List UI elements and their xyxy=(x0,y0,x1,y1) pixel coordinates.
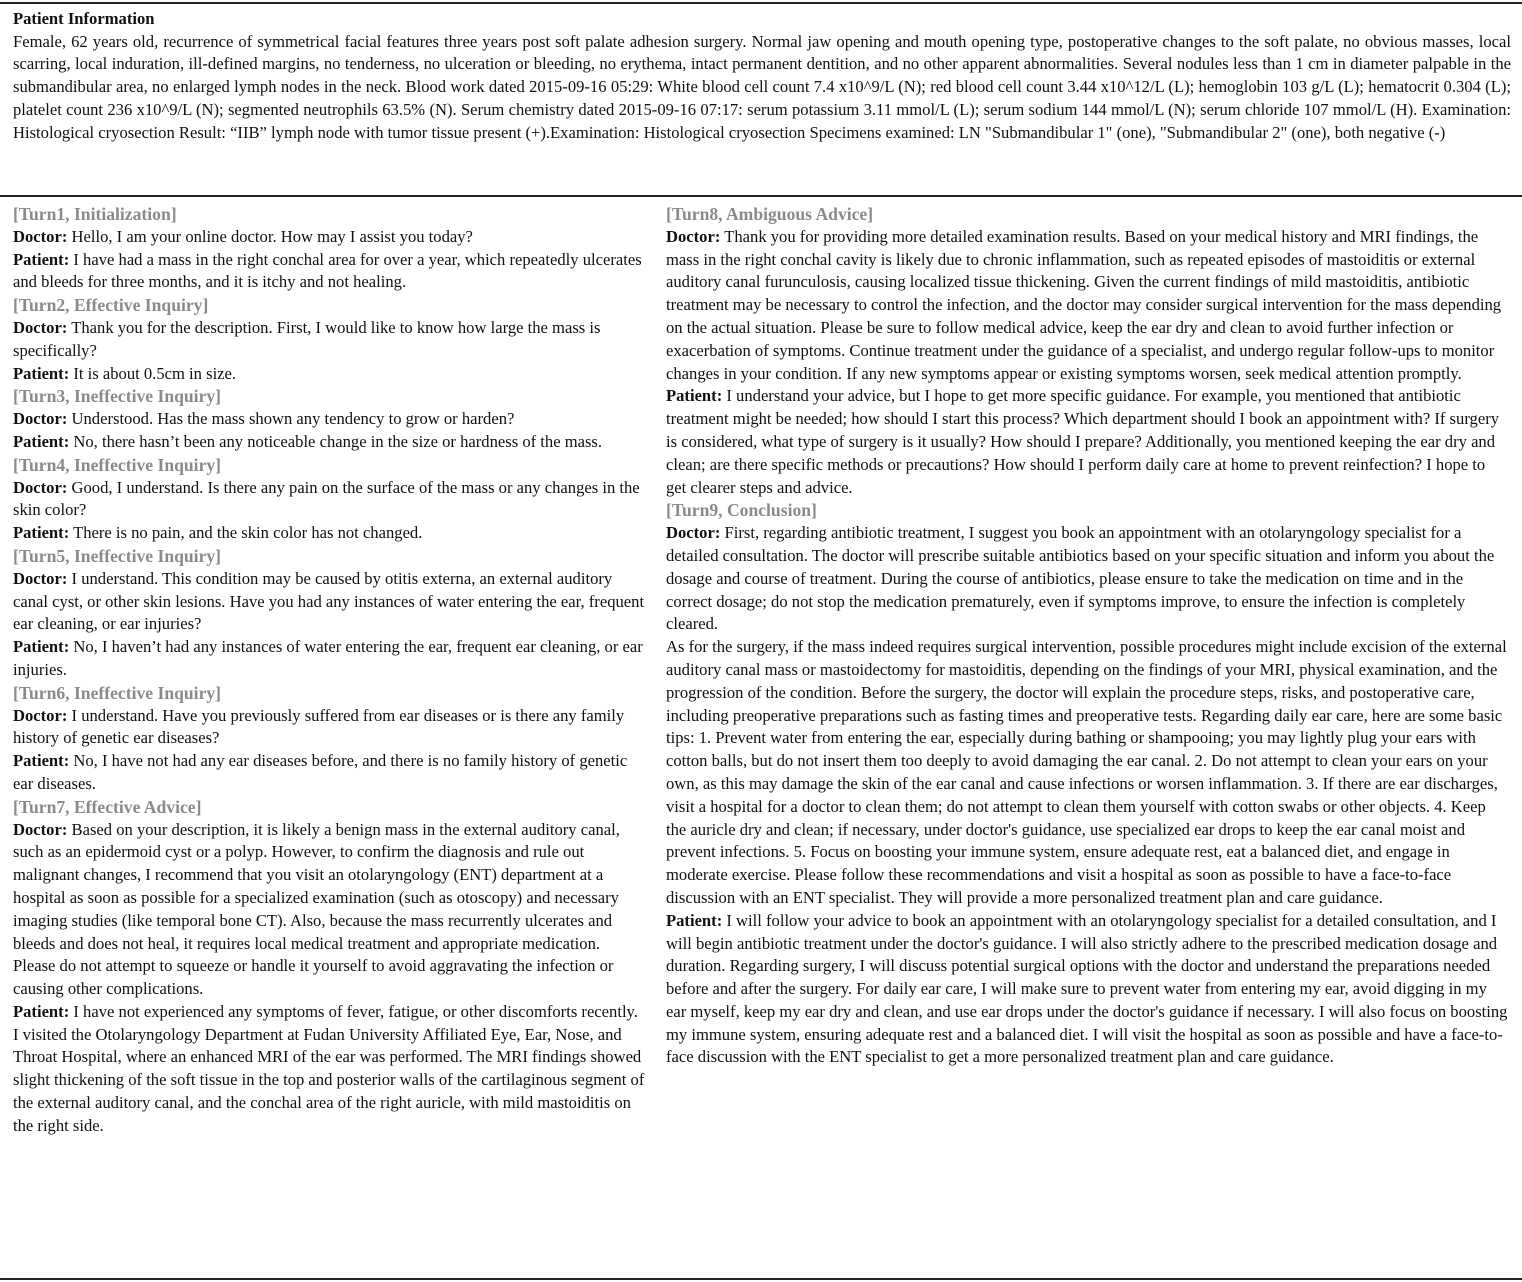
patient-text: There is no pain, and the skin color has not changed. xyxy=(73,523,423,543)
doctor-utterance xyxy=(13,477,645,523)
patient-text: No, I have not had any ear diseases before, and there is no family history of genetic ear diseases. xyxy=(13,751,628,793)
patient-utterance xyxy=(666,385,1508,499)
doctor-utterance xyxy=(13,819,645,1001)
turn-label: [Turn3, Ineffective Inquiry] xyxy=(13,386,222,407)
dialogue-column-right xyxy=(666,203,1508,1069)
patient-text: It is about 0.5cm in size. xyxy=(73,363,237,383)
patient-text: I have had a mass in the right conchal area for over a year, which repeatedly ulcerates and bleeds for three months, and it is itchy and not healing. xyxy=(13,249,642,292)
turn-3 xyxy=(13,385,645,453)
patient-utterance xyxy=(13,249,645,295)
patient-information-heading: Patient Information xyxy=(13,9,155,28)
doctor-utterance-continued: As for the surgery, if the mass indeed requires surgical intervention, possible procedures might include excision of the external auditory canal mass or mastoidectomy for mastoiditis, depending on the findings of your MRI, physical examination, and the progression of the condition. Before the surgery, the doctor will explain the procedure steps, risks, and postoperative care, including preoperative preparations such as fasting times and preoperative tests. Regarding daily ear care, here are some basic tips: 1. Prevent water from entering the ear, especially during bathing or shampooing; you may lightly plug your ears with cotton balls, but do not insert them too deeply to avoid damaging the ear canal. 2. Do not attempt to clean your ears on your own, as this may damage the skin of the ear canal and cause infections or worsen inflammation. 3. If there are ear discharges, visit a hospital for a doctor to clean them; do not attempt to clean them yourself with cotton swabs or other objects. 4. Keep the auricle dry and clean; if necessary, under doctor's guidance, use specialized ear drops to keep the ear canal moist and prevent infections. 5. Focus on boosting your immune system, ensure adequate rest, eat a balanced diet, and engage in moderate exercise. Please follow these recommendations and visit a hospital as soon as possible to have a face-to-face discussion with an ENT specialist. They will provide a more personalized treatment plan and care guidance. xyxy=(666,637,1507,907)
doctor-text: Hello, I am your online doctor. How may I assist you today? xyxy=(71,226,473,246)
patient-speaker-label: Patient: xyxy=(666,910,723,930)
turn-8 xyxy=(666,203,1508,499)
patient-speaker-label: Patient: xyxy=(13,751,70,771)
turn-5 xyxy=(13,545,645,682)
turn-9 xyxy=(666,499,1508,1069)
turn-6 xyxy=(13,682,645,796)
patient-text: I will follow your advice to book an appointment with an otolaryngology specialist for a detailed consultation, and I will begin antibiotic treatment under the doctor's guidance. I will also strictly adhere to the prescribed medication dosage and duration. Regarding surgery, I will discuss potential surgical options with the doctor and understand the preparations needed before and after the surgery. For daily ear care, I will make sure to prevent water from entering my ear, avoid digging in my ear myself, keep my ear dry and clean, and use ear drops under the doctor's guidance if necessary. I will also focus on boosting my immune system, ensuring adequate rest and a balanced diet. I will visit the hospital as soon as possible and have a face-to-face discussion with the ENT specialist to get a more personalized treatment plan and care guidance. xyxy=(666,910,1508,1067)
doctor-utterance xyxy=(13,226,645,249)
patient-text: I have not experienced any symptoms of fever, fatigue, or other discomforts recently. I visited the Otolaryngology Department at Fudan University Affiliated Eye, Ear, Nose, and Throat Hospital, where an enhanced MRI of the ear was performed. The MRI findings showed slight thickening of the soft tissue in the top and posterior walls of the cartilaginous segment of the external auditory canal, and the conchal area of the right auricle, with mild mastoiditis on the right side. xyxy=(13,1001,645,1135)
doctor-speaker-label: Doctor: xyxy=(13,568,68,588)
doctor-utterance xyxy=(666,522,1508,636)
doctor-text: Understood. Has the mass shown any tendency to grow or harden? xyxy=(71,409,515,429)
patient-speaker-label: Patient: xyxy=(666,386,723,406)
doctor-utterance xyxy=(13,568,645,636)
patient-text: I understand your advice, but I hope to get more specific guidance. For example, you mentioned that antibiotic treatment might be needed; how should I start this process? Which department should I book an appointment with? If surgery is considered, what type of surgery is it usually? How should I prepare? Additionally, you mentioned keeping the ear dry and clean; are there specific methods or precautions? How should I perform daily care at home to prevent reinfection? I hope to get clearer steps and advice. xyxy=(666,386,1500,497)
patient-utterance xyxy=(13,431,645,454)
patient-text: No, there hasn’t been any noticeable change in the size or hardness of the mass. xyxy=(73,431,603,451)
bottom-rule xyxy=(0,1278,1522,1280)
patient-speaker-label: Patient: xyxy=(13,523,70,543)
patient-utterance xyxy=(13,1001,645,1138)
turn-label: [Turn1, Initialization] xyxy=(13,204,177,224)
patient-utterance xyxy=(13,363,645,386)
doctor-utterance xyxy=(13,705,645,751)
turn-label: [Turn4, Ineffective Inquiry] xyxy=(13,454,222,475)
doctor-text: First, regarding antibiotic treatment, I suggest you book an appointment with an otolaryngology specialist for a detailed consultation. The doctor will prescribe suitable antibiotics based on your specific situation and inform you about the dosage and course of treatment. During the course of antibiotics, please ensure to take the medication on time and in the correct dosage; do not stop the medication prematurely, even if symptoms improve, to ensure the infection is completely cleared. xyxy=(666,523,1495,634)
doctor-speaker-label: Doctor: xyxy=(666,523,721,543)
patient-text: No, I haven’t had any instances of water entering the ear, frequent ear cleaning, or ear injuries. xyxy=(13,637,643,679)
doctor-speaker-label: Doctor: xyxy=(13,819,68,839)
patient-speaker-label: Patient: xyxy=(13,249,70,269)
turn-1 xyxy=(13,203,645,294)
patient-utterance xyxy=(13,636,645,682)
turn-label: [Turn5, Ineffective Inquiry] xyxy=(13,545,222,566)
section-divider-rule xyxy=(0,195,1522,197)
patient-speaker-label: Patient: xyxy=(13,637,70,657)
turn-label: [Turn2, Effective Inquiry] xyxy=(13,295,209,316)
top-rule xyxy=(0,2,1522,4)
doctor-text: Thank you for providing more detailed examination results. Based on your medical history and MRI findings, the mass in the right conchal cavity is likely due to chronic inflammation, such as repeated episodes of mastoiditis or external auditory canal furunculosis, causing localized tissue thickening. Given the current findings of mild mastoiditis, antibiotic treatment may be necessary to control the infection, and the doctor may consider surgical intervention for the mass depending on the actual situation. Please be sure to follow medical advice, keep the ear dry and clean to avoid further infection or exacerbation of symptoms. Continue treatment under the guidance of a specialist, and undergo regular follow-ups to monitor changes in your condition. If any new symptoms appear or existing symptoms worsen, seek medical attention promptly. xyxy=(666,226,1502,383)
turn-label: [Turn9, Conclusion] xyxy=(666,500,817,521)
doctor-text: Good, I understand. Is there any pain on the surface of the mass or any changes in the skin color? xyxy=(13,477,640,520)
patient-information-summary: Female, 62 years old, recurrence of symmetrical facial features three years post soft palate adhesion surgery. Normal jaw opening and mouth opening type, postoperative changes to the soft palate, no obvious masses, local scarring, local induration, ill-defined margins, no tenderness, no ulceration or bleeding, no erythema, intact permanent dentition, and no other apparent abnormalities. Several nodules less than 1 cm in diameter palpable in the submandibular area, no enlarged lymph nodes in the neck. Blood work dated 2015-09-16 05:29: White blood cell count 7.4 x10^9/L (N); red blood cell count 3.44 x10^12/L (L); hemoglobin 103 g/L (L); hematocrit 0.304 (L); platelet count 236 x10^9/L (N); segmented neutrophils 63.5% (N). Serum chemistry dated 2015-09-16 07:17: serum potassium 3.11 mmol/L (L); serum sodium 144 mmol/L (N); serum chloride 107 mmol/L (H). Examination: Histological cryosection Result: “IIB” lymph node with tumor tissue present (+).Examination: Histological cryosection Specimens examined: LN "Submandibular 1" (one), "Submandibular 2" (one), both negative (-) xyxy=(13,31,1511,142)
doctor-speaker-label: Doctor: xyxy=(13,705,68,725)
doctor-utterance xyxy=(13,317,645,363)
doctor-speaker-label: Doctor: xyxy=(666,226,721,246)
doctor-text: I understand. This condition may be caused by otitis externa, an external auditory canal cyst, or other skin lesions. Have you had any instances of water entering the ear, frequent ear cleaning, or ear injuries? xyxy=(13,568,645,634)
patient-utterance xyxy=(666,910,1508,1070)
patient-utterance xyxy=(13,750,645,796)
doctor-speaker-label: Doctor: xyxy=(13,317,68,337)
doctor-text: Thank you for the description. First, I would like to know how large the mass is specifically? xyxy=(13,317,601,360)
turn-label: [Turn8, Ambiguous Advice] xyxy=(666,204,874,224)
patient-speaker-label: Patient: xyxy=(13,1001,70,1021)
patient-information-section xyxy=(13,8,1511,144)
doctor-utterance xyxy=(666,226,1508,386)
doctor-speaker-label: Doctor: xyxy=(13,409,68,429)
turn-2 xyxy=(13,294,645,385)
patient-utterance xyxy=(13,522,645,545)
turn-label: [Turn7, Effective Advice] xyxy=(13,796,202,817)
turn-7 xyxy=(13,796,645,1138)
patient-speaker-label: Patient: xyxy=(13,431,70,451)
doctor-speaker-label: Doctor: xyxy=(13,477,68,497)
doctor-text: Based on your description, it is likely a benign mass in the external auditory canal, such as an epidermoid cyst or a polyp. However, to confirm the diagnosis and rule out malignant changes, I recommend that you visit an otolaryngology (ENT) department at a hospital as soon as possible for a specialized examination (such as otoscopy) and necessary imaging studies (like temporal bone CT). Also, because the mass recurrently ulcerates and bleeds and does not heal, it requires local medical treatment and appropriate medication. Please do not attempt to squeeze or handle it yourself to avoid aggravating the infection or causing other complications. xyxy=(13,819,620,999)
turn-4 xyxy=(13,454,645,545)
patient-speaker-label: Patient: xyxy=(13,363,70,383)
doctor-speaker-label: Doctor: xyxy=(13,226,68,246)
turn-label: [Turn6, Ineffective Inquiry] xyxy=(13,682,222,703)
dialogue-column-left xyxy=(13,203,645,1138)
doctor-utterance xyxy=(13,408,645,431)
doctor-text: I understand. Have you previously suffered from ear diseases or is there any family history of genetic ear diseases? xyxy=(13,705,625,748)
